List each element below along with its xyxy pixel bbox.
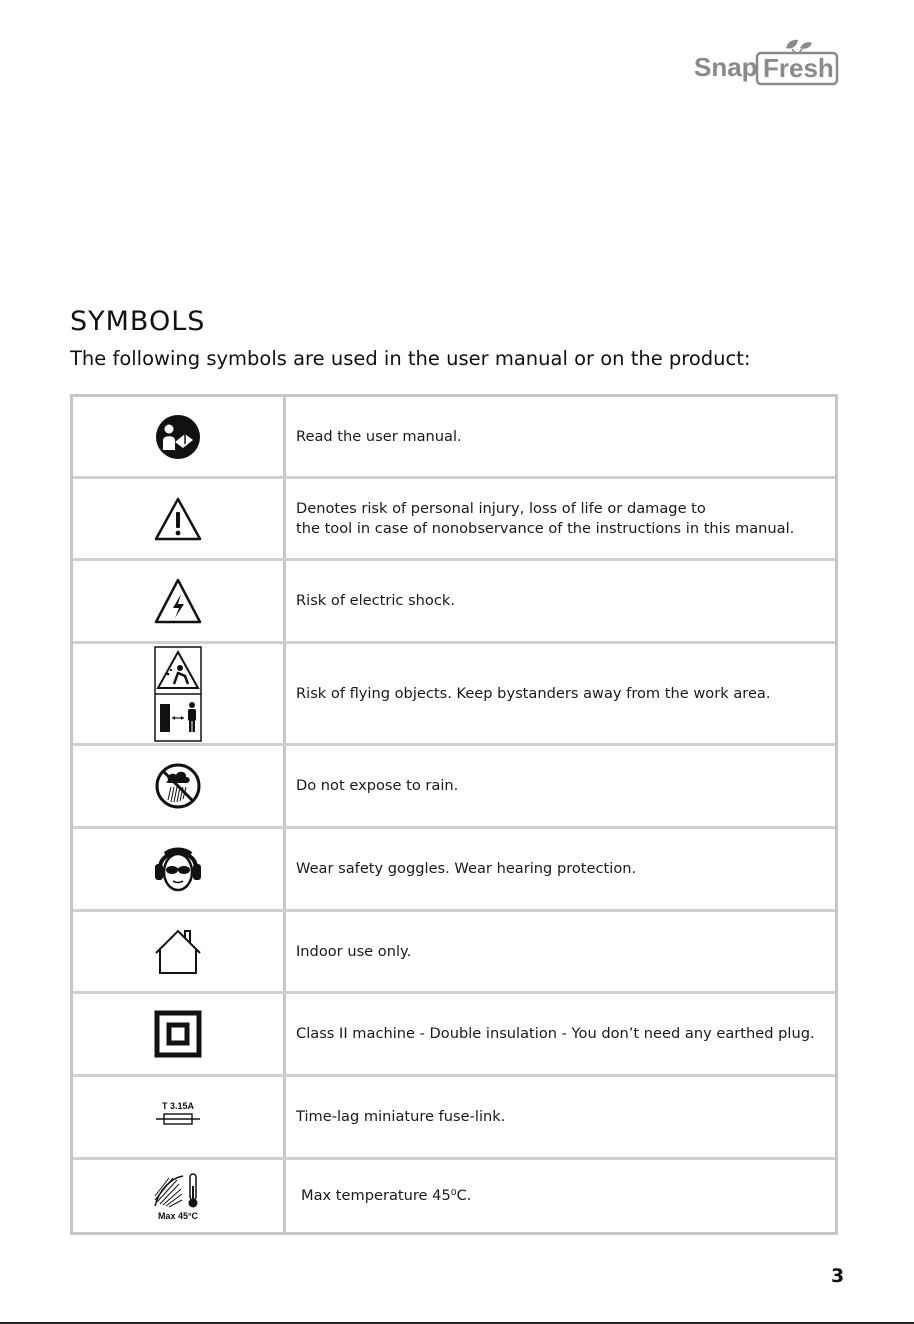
table-row bbox=[73, 397, 835, 479]
brand-logo bbox=[690, 36, 840, 88]
electric-shock-icon bbox=[154, 578, 202, 624]
symbol-cell bbox=[73, 994, 283, 1074]
symbol-description: Time-lag miniature fuse-link. bbox=[296, 1108, 506, 1125]
symbol-description: Class II machine - Double insulation - You don’t need any earthed plug. bbox=[296, 1025, 815, 1042]
symbol-description: Risk of flying objects. Keep bystanders away from the work area. bbox=[296, 684, 771, 702]
symbol-description: Max temperature 45⁰C. bbox=[301, 1187, 472, 1204]
table-row bbox=[73, 644, 835, 746]
page-number: 3 bbox=[831, 1265, 845, 1287]
goggles-hearing-protection-icon bbox=[154, 844, 202, 894]
symbol-cell bbox=[73, 829, 283, 909]
warning-triangle-icon bbox=[154, 497, 202, 541]
table-row bbox=[73, 479, 835, 561]
description-cell bbox=[296, 397, 829, 476]
description-cell bbox=[296, 644, 829, 743]
table-row bbox=[73, 829, 835, 912]
symbol-description: Indoor use only. bbox=[296, 942, 412, 960]
description-cell bbox=[296, 829, 829, 909]
table-row bbox=[73, 912, 835, 994]
symbol-cell bbox=[73, 746, 283, 826]
description-cell bbox=[296, 994, 829, 1074]
symbol-cell bbox=[73, 1077, 283, 1157]
symbol-description: Do not expose to rain. bbox=[296, 777, 459, 794]
table-row bbox=[73, 1160, 835, 1232]
description-cell bbox=[296, 561, 829, 641]
max-temperature-icon bbox=[151, 1170, 205, 1222]
symbols-table bbox=[70, 394, 838, 1235]
section-title: SYMBOLS bbox=[70, 306, 206, 337]
symbol-cell bbox=[73, 1160, 283, 1232]
symbol-cell bbox=[73, 561, 283, 641]
symbol-description: Read the user manual. bbox=[296, 427, 462, 445]
table-row bbox=[73, 1077, 835, 1160]
indoor-house-icon bbox=[154, 928, 202, 976]
symbol-description-line2: the tool in case of nonobservance of the instructions in this manual. bbox=[296, 519, 795, 537]
section-intro: The following symbols are used in the user manual or on the product: bbox=[70, 347, 751, 370]
class-ii-double-insulation-icon bbox=[154, 1010, 202, 1058]
description-cell bbox=[296, 1077, 829, 1157]
table-row bbox=[73, 994, 835, 1077]
no-rain-icon bbox=[154, 762, 202, 810]
table-row bbox=[73, 746, 835, 829]
symbol-description: Wear safety goggles. Wear hearing protection. bbox=[296, 860, 637, 877]
fuse-rating-label: T 3.15A bbox=[161, 1101, 195, 1111]
table-row bbox=[73, 561, 835, 644]
max-temperature-label: Max 45°C bbox=[157, 1211, 199, 1221]
fuse-icon bbox=[154, 1100, 202, 1134]
description-cell bbox=[301, 1160, 829, 1232]
read-manual-icon bbox=[155, 414, 201, 460]
description-cell bbox=[296, 479, 829, 558]
description-cell bbox=[296, 746, 829, 826]
flying-objects-bystanders-icon bbox=[154, 646, 202, 742]
leaf-logo-icon bbox=[690, 36, 840, 88]
symbol-cell bbox=[73, 912, 283, 991]
logo-text-right: Fresh bbox=[763, 53, 834, 83]
logo-text-left: Snap bbox=[694, 52, 758, 82]
symbol-cell bbox=[73, 644, 283, 743]
symbol-description-line1: Denotes risk of personal injury, loss of life or damage to bbox=[296, 499, 706, 517]
symbol-cell bbox=[73, 397, 283, 476]
symbol-cell bbox=[73, 479, 283, 558]
description-cell bbox=[296, 912, 829, 991]
symbol-description: Risk of electric shock. bbox=[296, 592, 455, 609]
